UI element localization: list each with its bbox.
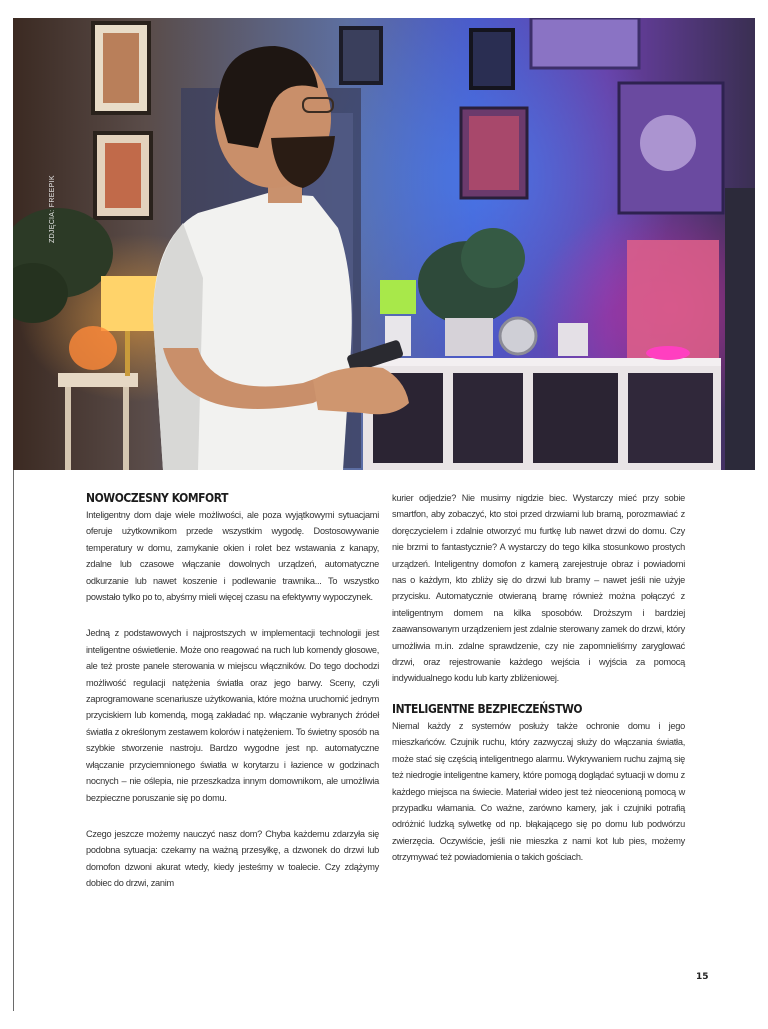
hero-photo bbox=[13, 18, 755, 470]
article-column-right bbox=[392, 490, 685, 886]
left-margin-rule bbox=[13, 466, 14, 1011]
paragraph: Inteligentny dom daje wiele możliwości, ale poza wyjątkowymi sytuacjami oferuje użytkownikom przede wszystkim wygodę. Dostosowywanie temperatury w domu, zamykanie okien i rolet bez wstawania z kanapy, zdalne lub czasowe włączanie dowolnych urządzeń, automatyczne odkurzanie lub nawet koszenie i podlewanie trawnika... To wszystko powstało tylko po to, abyśmy mieli więcej czasu na efektywny wypoczynek. bbox=[86, 510, 379, 603]
page-number: 15 bbox=[696, 972, 709, 982]
section-heading-smart-security: INTELIGENTNE BEZPIECZEŃSTWO bbox=[392, 700, 583, 716]
paragraph: kurier odjedzie? Nie musimy nigdzie biec. Wystarczy mieć przy sobie smartfon, aby zobaczyć, kto stoi przed drzwiami lub bramą, porozmawiać z doręczycielem i zdalnie otworzyć mu furtkę lub nawet drzwi do domu. Czy nie brzmi to fantastycznie? A wystarczy do tego kilka stosunkowo prostych urządzeń. Inteligentny domofon z kamerą zarejestruje obraz i powiadomi nas o każdym, kto zbliży się do drzwi lub bramy – nawet jeśli nie użyje przycisku. Automatycznie otwieraną bramę również można połączyć z inteligentnym domem na kilka sposobów. Droższym i bardziej zaawansowanym urządzeniem jest zdalnie sterowany zamek do drzwi, który umożliwia m.in. zdalne sprawdzenie, czy nie zapomnieliśmy zaryglować drzwi, oraz rejestrowanie każdego wejścia i wyjścia za pomocą indywidualnego kodu lub karty zbliżeniowej. bbox=[392, 493, 685, 684]
photo-credit: ZDJĘCIA: FREEPIK bbox=[49, 175, 56, 243]
paragraph: Jedną z podstawowych i najprostszych w implementacji technologii jest inteligentne oświetlenie. Może ono reagować na ruch lub komendy głosowe, ale też proste panele sterowania w miejscu włączników. Do tego dochodzi możliwość regulacji natężenia światła oraz jego barwy. Sceny, czyli zaprogramowane scenariusze użytkowania, które można uruchomić jednym przyciskiem lub komendą, mogą zakładać np. włączanie wybranych źródeł światła z określonym zestawem kolorów i natężeniem. To świetny sposób na szybkie stworzenie nastroju. Bardzo wygodne jest np. automatyczne włączanie przyciemnionego światła w korytarzu i łazience w godzinach nocnych – nie oślepia, nie przeszkadza innym domownikom, ale umożliwia bezpieczne poruszanie się po domu. bbox=[86, 628, 379, 803]
section-heading-modern-comfort: NOWOCZESNY KOMFORT bbox=[86, 490, 228, 505]
article-column-left bbox=[86, 490, 379, 912]
photo-illustration bbox=[13, 18, 755, 470]
paragraph: Niemal każdy z systemów posłuży także ochronie domu i jego mieszkańców. Czujnik ruchu, który zazwyczaj służy do włączania światła, może stać się częścią inteligentnego alarmu. Wykrywaniem ruchu zajmą się też niedrogie inteligentne kamery, które pomogą doglądać sytuacji w domu z każdego miejsca na świecie. Materiał wideo jest też nieocenioną pomocą w przypadku włamania. Co ważne, zarówno kamery, jak i czujniki potrafią odróżnić ludzką sylwetkę od np. błąkającego się po domu lub podwórzu zwierzęcia. Oczywiście, jeśli nie mieszka z nami kot lub pies, możemy otrzymywać też powiadomienia o takich gościach. bbox=[392, 720, 685, 863]
paragraph: Czego jeszcze możemy nauczyć nasz dom? Chyba każdemu zdarzyła się podobna sytuacja: czekamy na ważną przesyłkę, a dzwonek do drzwi lub domofon dzwoni akurat wtedy, kiedy jesteśmy w toalecie. Czy zdążymy dobiec do drzwi, zanim bbox=[86, 828, 379, 889]
